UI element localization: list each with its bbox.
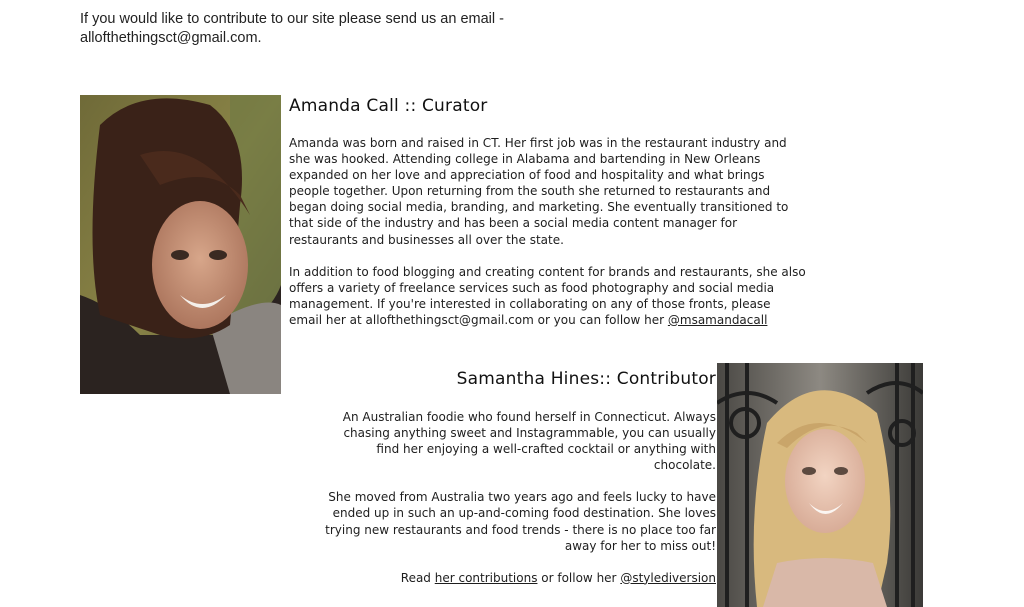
samantha-bio-links	[322, 570, 716, 586]
samantha-portrait-image	[717, 363, 923, 607]
samantha-contributions-link[interactable]: her contributions	[434, 570, 538, 585]
amanda-bio-paragraph-2	[289, 264, 807, 328]
samantha-instagram-link[interactable]: @stylediversion	[620, 570, 716, 585]
amanda-bio-paragraph-2-text: In addition to food blogging and creating content for brands and restaurants, she also offers a variety of freelance services such as food photography and social media management. If you're interested in collaborating on any of those fronts, please email her at allofthethingsct@gmail.com or you can follow her	[289, 264, 806, 327]
samantha-bio	[322, 409, 716, 602]
samantha-bio-paragraph-2: She moved from Australia two years ago and feels lucky to have ended up in such an up-and-coming food destination. She loves trying new restaurants and food trends - there is no place too far away for her to miss out!	[325, 490, 716, 553]
follow-text: or follow her	[537, 570, 621, 585]
amanda-bio	[289, 135, 807, 344]
amanda-instagram-link[interactable]: @msamandacall	[667, 312, 768, 327]
amanda-title: Amanda Call :: Curator	[289, 96, 488, 116]
samantha-title: Samantha Hines:: Contributor	[456, 369, 716, 389]
read-prefix: Read	[400, 570, 435, 585]
amanda-bio-paragraph-1: Amanda was born and raised in CT. Her first job was in the restaurant industry and she was hooked. Attending college in Alabama and bartending in New Orleans expanded on her love and appreciation of food and hospitality and what brings people together. Upon returning from the south she returned to restaurants and began doing social media, branding, and marketing. She eventually transitioned to that side of the industry and has been a social media content manager for restaurants and businesses all over the state.	[289, 136, 789, 247]
amanda-portrait-image	[80, 95, 281, 394]
contribute-intro: If you would like to contribute to our site please send us an email - allofthethingsct@gmail.com.	[80, 11, 504, 46]
samantha-bio-paragraph-1: An Australian foodie who found herself in Connecticut. Always chasing anything sweet and Instagrammable, you can usually find her enjoying a well-crafted cocktail or anything with chocolate.	[342, 410, 716, 473]
